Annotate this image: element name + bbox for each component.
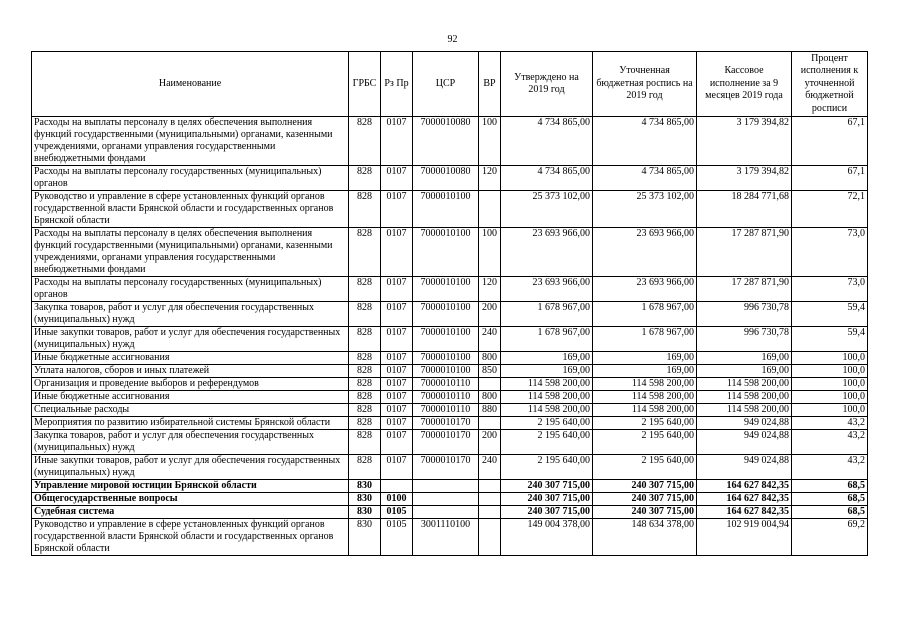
cell-name: Расходы на выплаты персоналу в целях обеспечения выполнения функций государственными (муниципальными) органами, казенными учреждениями, органами управления государственными внебюджетными фондами [32, 228, 349, 277]
cell-refined: 2 195 640,00 [593, 455, 697, 480]
cell-percent: 100,0 [792, 352, 868, 365]
cell-grbs: 828 [349, 378, 381, 391]
cell-refined: 1 678 967,00 [593, 327, 697, 352]
cell-percent: 67,1 [792, 166, 868, 191]
cell-refined: 4 734 865,00 [593, 117, 697, 166]
table-row [32, 327, 868, 352]
cell-refined: 114 598 200,00 [593, 378, 697, 391]
cell-grbs: 828 [349, 404, 381, 417]
cell-cash: 169,00 [697, 365, 792, 378]
cell-cash: 17 287 871,90 [697, 277, 792, 302]
cell-approved: 23 693 966,00 [501, 277, 593, 302]
cell-approved: 1 678 967,00 [501, 327, 593, 352]
cell-rzpr: 0107 [381, 391, 413, 404]
cell-rzpr: 0107 [381, 166, 413, 191]
cell-cash: 164 627 842,35 [697, 506, 792, 519]
cell-percent: 43,2 [792, 455, 868, 480]
cell-cash: 164 627 842,35 [697, 493, 792, 506]
cell-cash: 17 287 871,90 [697, 228, 792, 277]
cell-percent: 59,4 [792, 327, 868, 352]
cell-csr: 7000010100 [413, 191, 479, 228]
cell-csr: 7000010110 [413, 404, 479, 417]
cell-vr: 100 [479, 117, 501, 166]
cell-cash: 949 024,88 [697, 417, 792, 430]
table-row [32, 430, 868, 455]
cell-cash: 18 284 771,68 [697, 191, 792, 228]
table-row [32, 166, 868, 191]
cell-refined: 114 598 200,00 [593, 391, 697, 404]
table-row [32, 391, 868, 404]
cell-percent: 69,2 [792, 519, 868, 556]
cell-vr: 800 [479, 391, 501, 404]
cell-refined: 23 693 966,00 [593, 277, 697, 302]
cell-percent: 73,0 [792, 228, 868, 277]
cell-name: Расходы на выплаты персоналу государственных (муниципальных) органов [32, 277, 349, 302]
cell-rzpr: 0107 [381, 277, 413, 302]
cell-csr: 7000010100 [413, 352, 479, 365]
table-row [32, 191, 868, 228]
table-row [32, 228, 868, 277]
table-row [32, 404, 868, 417]
cell-grbs: 828 [349, 391, 381, 404]
cell-grbs: 830 [349, 493, 381, 506]
cell-cash: 996 730,78 [697, 302, 792, 327]
cell-cash: 114 598 200,00 [697, 391, 792, 404]
cell-approved: 114 598 200,00 [501, 391, 593, 404]
cell-rzpr: 0100 [381, 493, 413, 506]
cell-rzpr: 0107 [381, 378, 413, 391]
cell-refined: 4 734 865,00 [593, 166, 697, 191]
cell-approved: 240 307 715,00 [501, 493, 593, 506]
cell-vr [479, 480, 501, 493]
header-name: Наименование [32, 52, 349, 117]
cell-vr: 200 [479, 302, 501, 327]
cell-refined: 169,00 [593, 352, 697, 365]
cell-refined: 2 195 640,00 [593, 417, 697, 430]
cell-approved: 1 678 967,00 [501, 302, 593, 327]
cell-name: Судебная система [32, 506, 349, 519]
table-row [32, 277, 868, 302]
cell-approved: 23 693 966,00 [501, 228, 593, 277]
cell-approved: 114 598 200,00 [501, 378, 593, 391]
cell-percent: 68,5 [792, 480, 868, 493]
cell-rzpr [381, 480, 413, 493]
cell-grbs: 828 [349, 430, 381, 455]
cell-percent: 59,4 [792, 302, 868, 327]
cell-name: Руководство и управление в сфере установленных функций органов государственной власти Брянской области и государственных органов Брянской области [32, 519, 349, 556]
table-row [32, 365, 868, 378]
cell-name: Иные бюджетные ассигнования [32, 391, 349, 404]
table-row [32, 506, 868, 519]
cell-csr: 7000010170 [413, 417, 479, 430]
cell-grbs: 828 [349, 191, 381, 228]
cell-name: Иные закупки товаров, работ и услуг для обеспечения государственных (муниципальных) нужд [32, 327, 349, 352]
cell-rzpr: 0107 [381, 327, 413, 352]
cell-csr: 7000010170 [413, 455, 479, 480]
table-row [32, 302, 868, 327]
cell-csr [413, 506, 479, 519]
cell-rzpr: 0107 [381, 352, 413, 365]
cell-grbs: 828 [349, 365, 381, 378]
cell-approved: 4 734 865,00 [501, 166, 593, 191]
cell-csr: 7000010110 [413, 391, 479, 404]
cell-percent: 43,2 [792, 430, 868, 455]
cell-approved: 2 195 640,00 [501, 417, 593, 430]
cell-approved: 2 195 640,00 [501, 455, 593, 480]
cell-cash: 102 919 004,94 [697, 519, 792, 556]
cell-approved: 240 307 715,00 [501, 480, 593, 493]
table-row [32, 352, 868, 365]
cell-name: Закупка товаров, работ и услуг для обеспечения государственных (муниципальных) нужд [32, 430, 349, 455]
cell-grbs: 828 [349, 302, 381, 327]
cell-vr [479, 506, 501, 519]
cell-vr: 100 [479, 228, 501, 277]
cell-percent: 67,1 [792, 117, 868, 166]
cell-rzpr: 0107 [381, 302, 413, 327]
header-vr: ВР [479, 52, 501, 117]
cell-csr: 7000010100 [413, 302, 479, 327]
cell-cash: 169,00 [697, 352, 792, 365]
header-rzpr: Рз Пр [381, 52, 413, 117]
table-body [32, 117, 868, 556]
cell-name: Иные закупки товаров, работ и услуг для обеспечения государственных (муниципальных) нужд [32, 455, 349, 480]
cell-rzpr: 0107 [381, 191, 413, 228]
header-approved: Утверждено на 2019 год [501, 52, 593, 117]
table-row [32, 480, 868, 493]
cell-csr: 7000010080 [413, 117, 479, 166]
cell-rzpr: 0107 [381, 430, 413, 455]
cell-cash: 949 024,88 [697, 430, 792, 455]
cell-name: Иные бюджетные ассигнования [32, 352, 349, 365]
cell-csr: 7000010080 [413, 166, 479, 191]
table-row [32, 455, 868, 480]
cell-name: Уплата налогов, сборов и иных платежей [32, 365, 349, 378]
cell-percent: 68,5 [792, 493, 868, 506]
cell-vr: 850 [479, 365, 501, 378]
cell-grbs: 828 [349, 166, 381, 191]
cell-csr: 7000010100 [413, 327, 479, 352]
cell-vr: 880 [479, 404, 501, 417]
cell-refined: 114 598 200,00 [593, 404, 697, 417]
cell-name: Руководство и управление в сфере установленных функций органов государственной власти Брянской области и государственных органов Брянской области [32, 191, 349, 228]
header-row [32, 52, 868, 117]
table-row [32, 378, 868, 391]
table-row [32, 417, 868, 430]
cell-grbs: 830 [349, 506, 381, 519]
cell-approved: 169,00 [501, 365, 593, 378]
cell-rzpr: 0107 [381, 365, 413, 378]
cell-refined: 1 678 967,00 [593, 302, 697, 327]
cell-refined: 23 693 966,00 [593, 228, 697, 277]
cell-vr: 240 [479, 327, 501, 352]
cell-vr [479, 378, 501, 391]
cell-cash: 996 730,78 [697, 327, 792, 352]
cell-vr: 200 [479, 430, 501, 455]
budget-table [31, 51, 868, 556]
cell-vr [479, 519, 501, 556]
cell-rzpr: 0107 [381, 228, 413, 277]
cell-approved: 114 598 200,00 [501, 404, 593, 417]
cell-grbs: 828 [349, 327, 381, 352]
cell-percent: 100,0 [792, 404, 868, 417]
cell-vr: 240 [479, 455, 501, 480]
cell-name: Мероприятия по развитию избирательной системы Брянской области [32, 417, 349, 430]
cell-grbs: 830 [349, 519, 381, 556]
cell-approved: 169,00 [501, 352, 593, 365]
cell-grbs: 828 [349, 455, 381, 480]
cell-percent: 73,0 [792, 277, 868, 302]
cell-approved: 25 373 102,00 [501, 191, 593, 228]
cell-rzpr: 0107 [381, 455, 413, 480]
header-csr: ЦСР [413, 52, 479, 117]
cell-cash: 949 024,88 [697, 455, 792, 480]
cell-percent: 68,5 [792, 506, 868, 519]
cell-cash: 164 627 842,35 [697, 480, 792, 493]
cell-vr [479, 493, 501, 506]
cell-refined: 240 307 715,00 [593, 506, 697, 519]
cell-name: Управление мировой юстиции Брянской области [32, 480, 349, 493]
cell-vr: 800 [479, 352, 501, 365]
cell-name: Расходы на выплаты персоналу в целях обеспечения выполнения функций государственными (муниципальными) органами, казенными учреждениями, органами управления государственными внебюджетными фондами [32, 117, 349, 166]
cell-csr: 7000010100 [413, 365, 479, 378]
cell-name: Организация и проведение выборов и референдумов [32, 378, 349, 391]
cell-grbs: 828 [349, 228, 381, 277]
cell-vr [479, 417, 501, 430]
header-grbs: ГРБС [349, 52, 381, 117]
cell-rzpr: 0107 [381, 417, 413, 430]
cell-csr: 7000010100 [413, 277, 479, 302]
cell-refined: 240 307 715,00 [593, 480, 697, 493]
cell-percent: 100,0 [792, 391, 868, 404]
cell-cash: 114 598 200,00 [697, 378, 792, 391]
header-cash: Кассовое исполнение за 9 месяцев 2019 года [697, 52, 792, 117]
cell-percent: 72,1 [792, 191, 868, 228]
cell-csr: 7000010110 [413, 378, 479, 391]
cell-csr: 3001110100 [413, 519, 479, 556]
table-row [32, 117, 868, 166]
cell-name: Расходы на выплаты персоналу государственных (муниципальных) органов [32, 166, 349, 191]
header-percent: Процент исполнения к уточненной бюджетной росписи [792, 52, 868, 117]
cell-grbs: 828 [349, 277, 381, 302]
cell-cash: 3 179 394,82 [697, 117, 792, 166]
cell-refined: 25 373 102,00 [593, 191, 697, 228]
cell-csr [413, 493, 479, 506]
cell-approved: 149 004 378,00 [501, 519, 593, 556]
page-number: 92 [447, 34, 458, 45]
table-row [32, 493, 868, 506]
cell-grbs: 828 [349, 417, 381, 430]
cell-grbs: 828 [349, 117, 381, 166]
cell-approved: 4 734 865,00 [501, 117, 593, 166]
cell-approved: 240 307 715,00 [501, 506, 593, 519]
cell-grbs: 830 [349, 480, 381, 493]
cell-name: Специальные расходы [32, 404, 349, 417]
cell-vr: 120 [479, 166, 501, 191]
cell-rzpr: 0107 [381, 404, 413, 417]
cell-csr: 7000010100 [413, 228, 479, 277]
cell-refined: 148 634 378,00 [593, 519, 697, 556]
cell-name: Закупка товаров, работ и услуг для обеспечения государственных (муниципальных) нужд [32, 302, 349, 327]
cell-grbs: 828 [349, 352, 381, 365]
cell-cash: 3 179 394,82 [697, 166, 792, 191]
cell-refined: 240 307 715,00 [593, 493, 697, 506]
table-row [32, 519, 868, 556]
cell-percent: 43,2 [792, 417, 868, 430]
cell-cash: 114 598 200,00 [697, 404, 792, 417]
cell-rzpr: 0107 [381, 117, 413, 166]
cell-percent: 100,0 [792, 365, 868, 378]
cell-csr: 7000010170 [413, 430, 479, 455]
cell-refined: 2 195 640,00 [593, 430, 697, 455]
cell-vr: 120 [479, 277, 501, 302]
header-refined: Уточненная бюджетная роспись на 2019 год [593, 52, 697, 117]
cell-approved: 2 195 640,00 [501, 430, 593, 455]
cell-csr [413, 480, 479, 493]
cell-name: Общегосударственные вопросы [32, 493, 349, 506]
cell-vr [479, 191, 501, 228]
cell-rzpr: 0105 [381, 506, 413, 519]
cell-refined: 169,00 [593, 365, 697, 378]
cell-rzpr: 0105 [381, 519, 413, 556]
cell-percent: 100,0 [792, 378, 868, 391]
